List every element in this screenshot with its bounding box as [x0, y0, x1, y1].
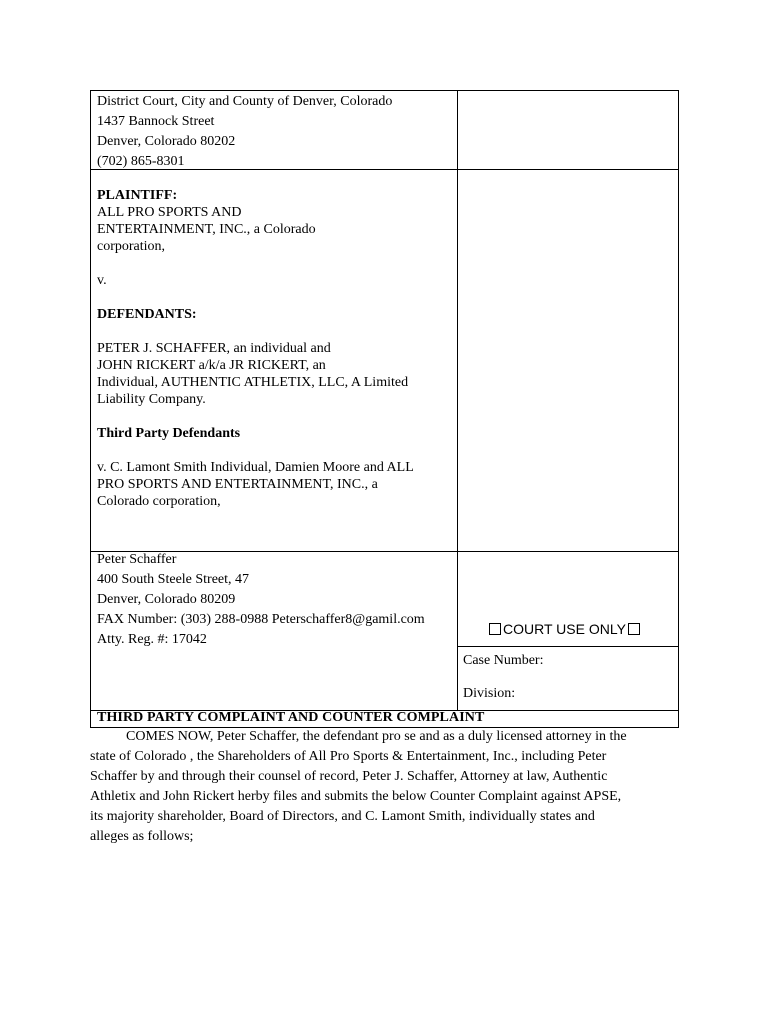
attorney-registration: Atty. Reg. #: 17042 [97, 632, 207, 647]
court-info [97, 92, 392, 172]
document-title: THIRD PARTY COMPLAINT AND COUNTER COMPLAINT [97, 710, 485, 725]
attorney-name: Peter Schaffer [97, 552, 177, 567]
plaintiff-line: ALL PRO SPORTS AND [97, 205, 242, 220]
court-phone: (702) 865-8301 [97, 154, 185, 169]
case-number-label: Case Number: [463, 653, 544, 668]
body-line: alleges as follows; [90, 829, 194, 844]
court-city: Denver, Colorado 80202 [97, 134, 236, 149]
attorney-street: 400 South Steele Street, 47 [97, 572, 250, 587]
checkbox-icon [489, 623, 501, 635]
defendant-line: Individual, AUTHENTIC ATHLETIX, LLC, A Limited [97, 375, 409, 390]
body-line: state of Colorado , the Shareholders of All Pro Sports & Entertainment, Inc., including Peter [90, 749, 607, 764]
defendant-line: PETER J. SCHAFFER, an individual and [97, 341, 331, 356]
body-line: its majority shareholder, Board of Directors, and C. Lamont Smith, individually states and [90, 809, 595, 824]
defendants-heading: DEFENDANTS: [97, 307, 197, 322]
plaintiff-line: corporation, [97, 239, 166, 254]
plaintiff-heading: PLAINTIFF: [97, 188, 178, 203]
versus: v. [97, 273, 107, 288]
column-divider [457, 91, 458, 711]
body-line: Schaffer by and through their counsel of record, Peter J. Schaffer, Attorney at law, Authentic [90, 769, 608, 784]
attorney-fax-email: FAX Number: (303) 288-0988 Peterschaffer8@gamil.com [97, 612, 425, 627]
court-use-label: COURT USE ONLY [503, 621, 626, 637]
division-label: Division: [463, 686, 516, 701]
third-party-line: Colorado corporation, [97, 494, 221, 509]
third-party-line: v. C. Lamont Smith Individual, Damien Moore and ALL [97, 460, 414, 475]
court-use-only [487, 621, 642, 637]
attorney-city: Denver, Colorado 80209 [97, 592, 236, 607]
checkbox-icon [628, 623, 640, 635]
court-street: 1437 Bannock Street [97, 114, 215, 129]
body-line: COMES NOW, Peter Schaffer, the defendant pro se and as a duly licensed attorney in the [126, 729, 627, 744]
defendant-line: JOHN RICKERT a/k/a JR RICKERT, an [97, 358, 326, 373]
body-line: Athletix and John Rickert herby files and submits the below Counter Complaint against APSE, [90, 789, 622, 804]
caption-table [90, 90, 679, 728]
defendant-line: Liability Company. [97, 392, 206, 407]
party-caption [97, 187, 414, 510]
third-party-line: PRO SPORTS AND ENTERTAINMENT, INC., a [97, 477, 378, 492]
plaintiff-line: ENTERTAINMENT, INC., a Colorado [97, 222, 316, 237]
row-divider-court-use [457, 646, 678, 647]
attorney-info [97, 550, 425, 650]
court-name: District Court, City and County of Denver, Colorado [97, 94, 393, 109]
body-paragraph [90, 727, 690, 847]
third-party-heading: Third Party Defendants [97, 426, 241, 441]
